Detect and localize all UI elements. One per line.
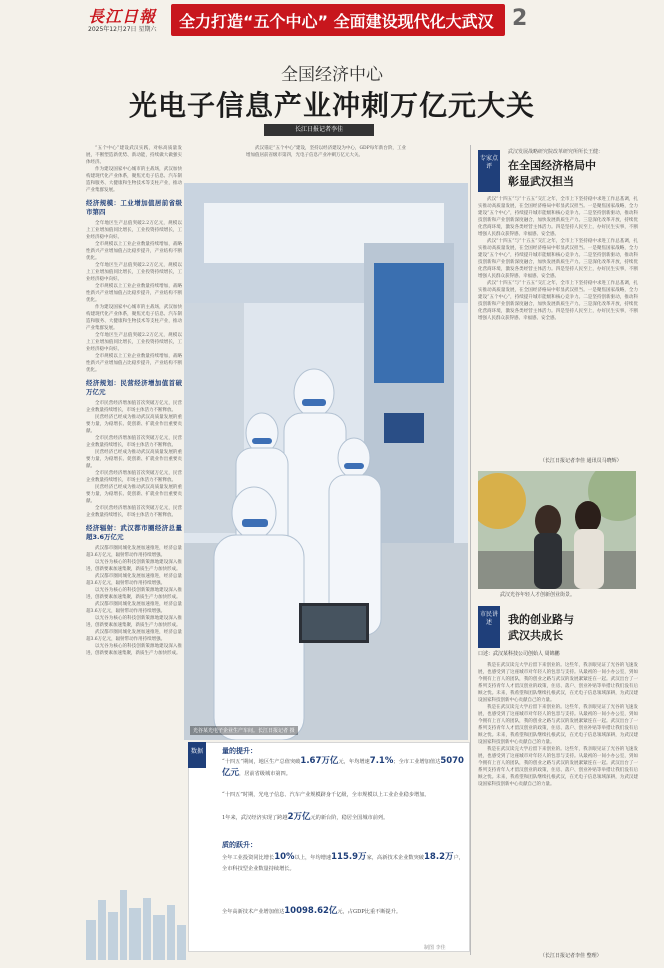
newspaper-logo: 長江日報: [88, 7, 157, 26]
text-run: 全年高新技术产业增加值达: [222, 909, 285, 915]
lead-photo: [184, 183, 468, 740]
issue-date: 2025年12月27日 星期六: [88, 26, 157, 33]
interview-kicker: 武汉发展战略研究院改革研究所所长王健：: [508, 149, 604, 155]
paragraph: 武汉都市圈同城化发展加速推进，经济总量超3.6万亿元，辐射带动作用持续增强。: [86, 546, 182, 558]
paragraph: 全市民营经济增加值首次突破万亿元，民营企业数量持续增长，市场主体活力不断释放。: [86, 401, 182, 413]
story-byline: 口述：武汉某科技公司创始人 周锦鹏: [478, 651, 560, 657]
figure: 7.1%: [369, 756, 394, 766]
paragraph: 我是在武汉读完大学后留下来创业的。这些年，我亲眼见证了光谷的飞速发展，也感受到了这座城市对年轻人的包容与支持。从最初的一间小办公室，到如今拥有上百人的团队，我的创业之路与武汉的发展紧紧连在一起。武汉出台了一系列支持青年人才留汉创业的政策，住房、落户、创业补贴等举措让我们没有后顾之忧。未来，我希望和团队继续扎根武汉，在光电子信息领域深耕，为武汉建设国家科技创新中心贡献自己的力量。: [478, 705, 638, 745]
interview-body: [478, 196, 638, 454]
paragraph: 全市规模以上工业企业数量持续增加，战略性新兴产业增加值占比稳步提升，产业结构不断优化。: [86, 354, 182, 373]
text-run: ，居前省级城市第四。: [239, 770, 291, 777]
figure: 1.67万亿: [300, 756, 339, 766]
data-heading-quality: 质的跃升：: [222, 841, 257, 849]
paragraph: “五个中心”建设武汉实践，对标高质量发展，不断塑造新优势、新动能，持续做大做强实体经济。: [86, 146, 182, 165]
paragraph: 我是在武汉读完大学后留下来创业的。这些年，我亲眼见证了光谷的飞速发展，也感受到了这座城市对年轻人的包容与支持。从最初的一间小办公室，到如今拥有上百人的团队，我的创业之路与武汉的发展紧紧连在一起。武汉出台了一系列支持青年人才留汉创业的政策，住房、落户、创业补贴等举措让我们没有后顾之忧。未来，我希望和团队继续扎根武汉，在光电子信息领域深耕，为武汉建设国家科技创新中心贡献自己的力量。: [478, 747, 638, 787]
paragraph: 以光谷为核心的科技创新策源地建设深入推进，创新要素加速集聚，新质生产力加快形成。: [86, 588, 182, 600]
paragraph: 全市规模以上工业企业数量持续增加，战略性新兴产业增加值占比稳步提升，产业结构不断优化。: [86, 242, 182, 261]
section-banner-text: 全力打造“五个中心” 全面建设现代化大武汉: [179, 12, 494, 31]
paragraph: 作为建设国家中心城市的主战场，武汉加快构建现代化产业体系，聚焦光电子信息、汽车制造和服务、大健康和生物技术等支柱产业，推动产业集群发展。: [86, 167, 182, 193]
paragraph: 以光谷为核心的科技创新策源地建设深入推进，创新要素加速集聚，新质生产力加快形成。: [86, 616, 182, 628]
byline-text: 长江日报记者李佳: [294, 126, 343, 133]
story-title-line-1: 我的创业路与: [508, 613, 574, 626]
paragraph: 全年地区生产总值突破2.2万亿元，规模以上工业增加值同比增长，工业投资持续增长，工业经济稳中向好。: [86, 333, 182, 352]
paragraph: 我是在武汉读完大学后留下来创业的。这些年，我亲眼见证了光谷的飞速发展，也感受到了这座城市对年轻人的包容与支持。从最初的一间小办公室，到如今拥有上百人的团队，我的创业之路与武汉的发展紧紧连在一起。武汉出台了一系列支持青年人才留汉创业的政策，住房、落户、创业补贴等举措让我们没有后顾之忧。未来，我希望和团队继续扎根武汉，在光电子信息领域深耕，为武汉建设国家科技创新中心贡献自己的力量。: [478, 663, 638, 703]
article-headline: 光电子信息产业冲刺万亿元大关: [128, 89, 535, 122]
figure: 2万亿: [287, 812, 311, 822]
article-kicker: 全国经济中心: [281, 65, 383, 85]
paragraph: 全市规模以上工业企业数量持续增加，战略性新兴产业增加值占比稳步提升，产业结构不断优化。: [86, 284, 182, 303]
paragraph: 武汉都市圈同城化发展加速推进，经济总量超3.6万亿元，辐射带动作用持续增强。: [86, 630, 182, 642]
data-paragraph: [222, 906, 464, 918]
paragraph: 作为建设国家中心城市的主战场，武汉加快构建现代化产业体系，聚焦光电子信息、汽车制造和服务、大健康和生物技术等支柱产业，推动产业集群发展。: [86, 305, 182, 331]
photo-caption: 光谷某光电子企业生产车间。长江日报记者 摄: [190, 726, 298, 735]
text-run: 家，高新技术企业数突破: [366, 855, 425, 861]
article-byline: [264, 124, 374, 136]
paragraph: 以光谷为核心的科技创新策源地建设深入推进，创新要素加速集聚，新质生产力加快形成。: [86, 644, 182, 656]
paragraph: 全年地区生产总值突破2.2万亿元，规模以上工业增加值同比增长，工业投资持续增长，工业经济稳中向好。: [86, 221, 182, 240]
story-body: [478, 662, 638, 948]
paragraph: 武汉“十四五”与“十五五”交汇之年，全市上下坚持稳中求进工作总基调，扎实推动高质量发展，在全国经济格局中彰显武汉担当。一是聚焦国家战略，全力建设“五个中心”，持续提升城市能级和核心竞争力。二是坚持创新驱动，推动科技创新和产业创新深度融合，加快发展新质生产力。三是深化改革开放，持续优化营商环境，激发各类经营主体活力。四是坚持人民至上，办好民生实事，不断增强人民群众获得感、幸福感、安全感。: [478, 281, 638, 321]
subheading: 经济辐射：武汉都市圈经济总量超3.6万亿元: [86, 524, 182, 541]
subheading: 经济规模：工业增加值居前省级市第四: [86, 199, 182, 216]
page-number: 2: [512, 6, 528, 31]
data-paragraph: [222, 852, 464, 874]
paragraph: 武汉锚定“五个中心”建设，坚持以经济建设为中心，GDP每年新台阶，工业增加值居前省级市第四，光电子信息产业冲刺万亿元大关。: [246, 146, 406, 158]
paragraph: 武汉都市圈同城化发展加速推进，经济总量超3.6万亿元，辐射带动作用持续增强。: [86, 602, 182, 614]
skyline-illustration: [86, 870, 186, 960]
subheading: 经济规划：民营经济增加值首破万亿元: [86, 379, 182, 396]
text-run: 元的新台阶，稳居全国城市前列。: [310, 815, 389, 821]
street-photo: [478, 471, 636, 589]
cleanroom-photo: [184, 183, 468, 740]
text-run: 以上，年均增速: [294, 855, 332, 861]
figure: 115.9万: [331, 852, 367, 862]
interview-sign: （长江日报记者李佳 通讯员马晓辉）: [540, 458, 622, 464]
article-body-column-1: [86, 145, 182, 950]
figure: 18.2万: [424, 852, 454, 862]
paragraph: 全年地区生产总值突破2.2万亿元，规模以上工业增加值同比增长，工业投资持续增长，工业经济稳中向好。: [86, 263, 182, 282]
text-run: 户，全市科技型企业数量持续增长。: [222, 855, 464, 872]
masthead: [0, 0, 664, 42]
text-run: 全年工业投资同比增长: [222, 855, 275, 861]
paragraph: 民营经济已经成为推动武汉高质量发展的重要力量，为稳增长、促创新、扩就业作出重要贡献。: [86, 415, 182, 434]
figure: 10%: [274, 852, 295, 862]
text-run: 元，年均增速: [338, 759, 370, 765]
data-box-tag: 数据: [188, 742, 206, 768]
paragraph: 武汉都市圈同城化发展加速推进，经济总量超3.6万亿元，辐射带动作用持续增强。: [86, 574, 182, 586]
figure: 5070亿元: [222, 756, 464, 778]
data-source: 制图 李佳: [424, 945, 446, 951]
section-banner: [171, 4, 505, 36]
paragraph: 民营经济已经成为推动武汉高质量发展的重要力量，为稳增长、促创新、扩就业作出重要贡献。: [86, 450, 182, 469]
data-paragraph: [222, 812, 464, 824]
side-photo: [478, 471, 636, 589]
text-run: 1年来，武汉经济实现了跨越: [222, 815, 288, 821]
column-divider: [470, 145, 471, 955]
paragraph: 全市民营经济增加值首次突破万亿元，民营企业数量持续增长，市场主体活力不断释放。: [86, 436, 182, 448]
interview-tag: 专家点评: [478, 150, 500, 192]
data-paragraph: “十四五”时期，光电子信息、汽车产业规模跻身千亿级，全市规模以上工业企业稳步增加。: [222, 792, 430, 798]
figure: 10098.62亿: [284, 906, 338, 916]
paragraph: 武汉“十四五”与“十五五”交汇之年，全市上下坚持稳中求进工作总基调，扎实推动高质量发展，在全国经济格局中彰显武汉担当。一是聚焦国家战略，全力建设“五个中心”，持续提升城市能级和核心竞争力。二是坚持创新驱动，推动科技创新和产业创新深度融合，加快发展新质生产力。三是深化改革开放，持续优化营商环境，激发各类经营主体活力。四是坚持人民至上，办好民生实事，不断增强人民群众获得感、幸福感、安全感。: [478, 239, 638, 279]
text-run: ；全市工业增加值达: [393, 759, 441, 765]
paragraph: 全市民营经济增加值首次突破万亿元，民营企业数量持续增长，市场主体活力不断释放。: [86, 506, 182, 518]
data-paragraph: [222, 756, 464, 779]
paragraph: 民营经济已经成为推动武汉高质量发展的重要力量，为稳增长、促创新、扩就业作出重要贡献。: [86, 485, 182, 504]
data-heading-quantity: 量的提升：: [222, 747, 257, 755]
story-title-line-2: 武汉共成长: [508, 629, 563, 642]
story-sign: （长江日报记者李佳 整理）: [540, 953, 602, 959]
side-photo-caption: 武汉光谷年轻人才创新创业街景。: [500, 592, 576, 598]
interview-title-line-1: 在全国经济格局中: [508, 159, 596, 172]
interview-title-line-2: 彰显武汉担当: [508, 175, 574, 188]
paragraph: 以光谷为核心的科技创新策源地建设深入推进，创新要素加速集聚，新质生产力加快形成。: [86, 560, 182, 572]
text-run: “十四五”期间，地区生产总值突破: [222, 759, 301, 765]
paragraph: 全市民营经济增加值首次突破万亿元，民营企业数量持续增长，市场主体活力不断释放。: [86, 471, 182, 483]
text-run: 元，占GDP比重不断提升。: [337, 909, 402, 915]
story-tag: 市民讲述: [478, 606, 500, 648]
paragraph: 武汉“十四五”与“十五五”交汇之年，全市上下坚持稳中求进工作总基调，扎实推动高质量发展，在全国经济格局中彰显武汉担当。一是聚焦国家战略，全力建设“五个中心”，持续提升城市能级和核心竞争力。二是坚持创新驱动，推动科技创新和产业创新深度融合，加快发展新质生产力。三是深化改革开放，持续优化营商环境，激发各类经营主体活力。四是坚持人民至上，办好民生实事，不断增强人民群众获得感、幸福感、安全感。: [478, 197, 638, 237]
